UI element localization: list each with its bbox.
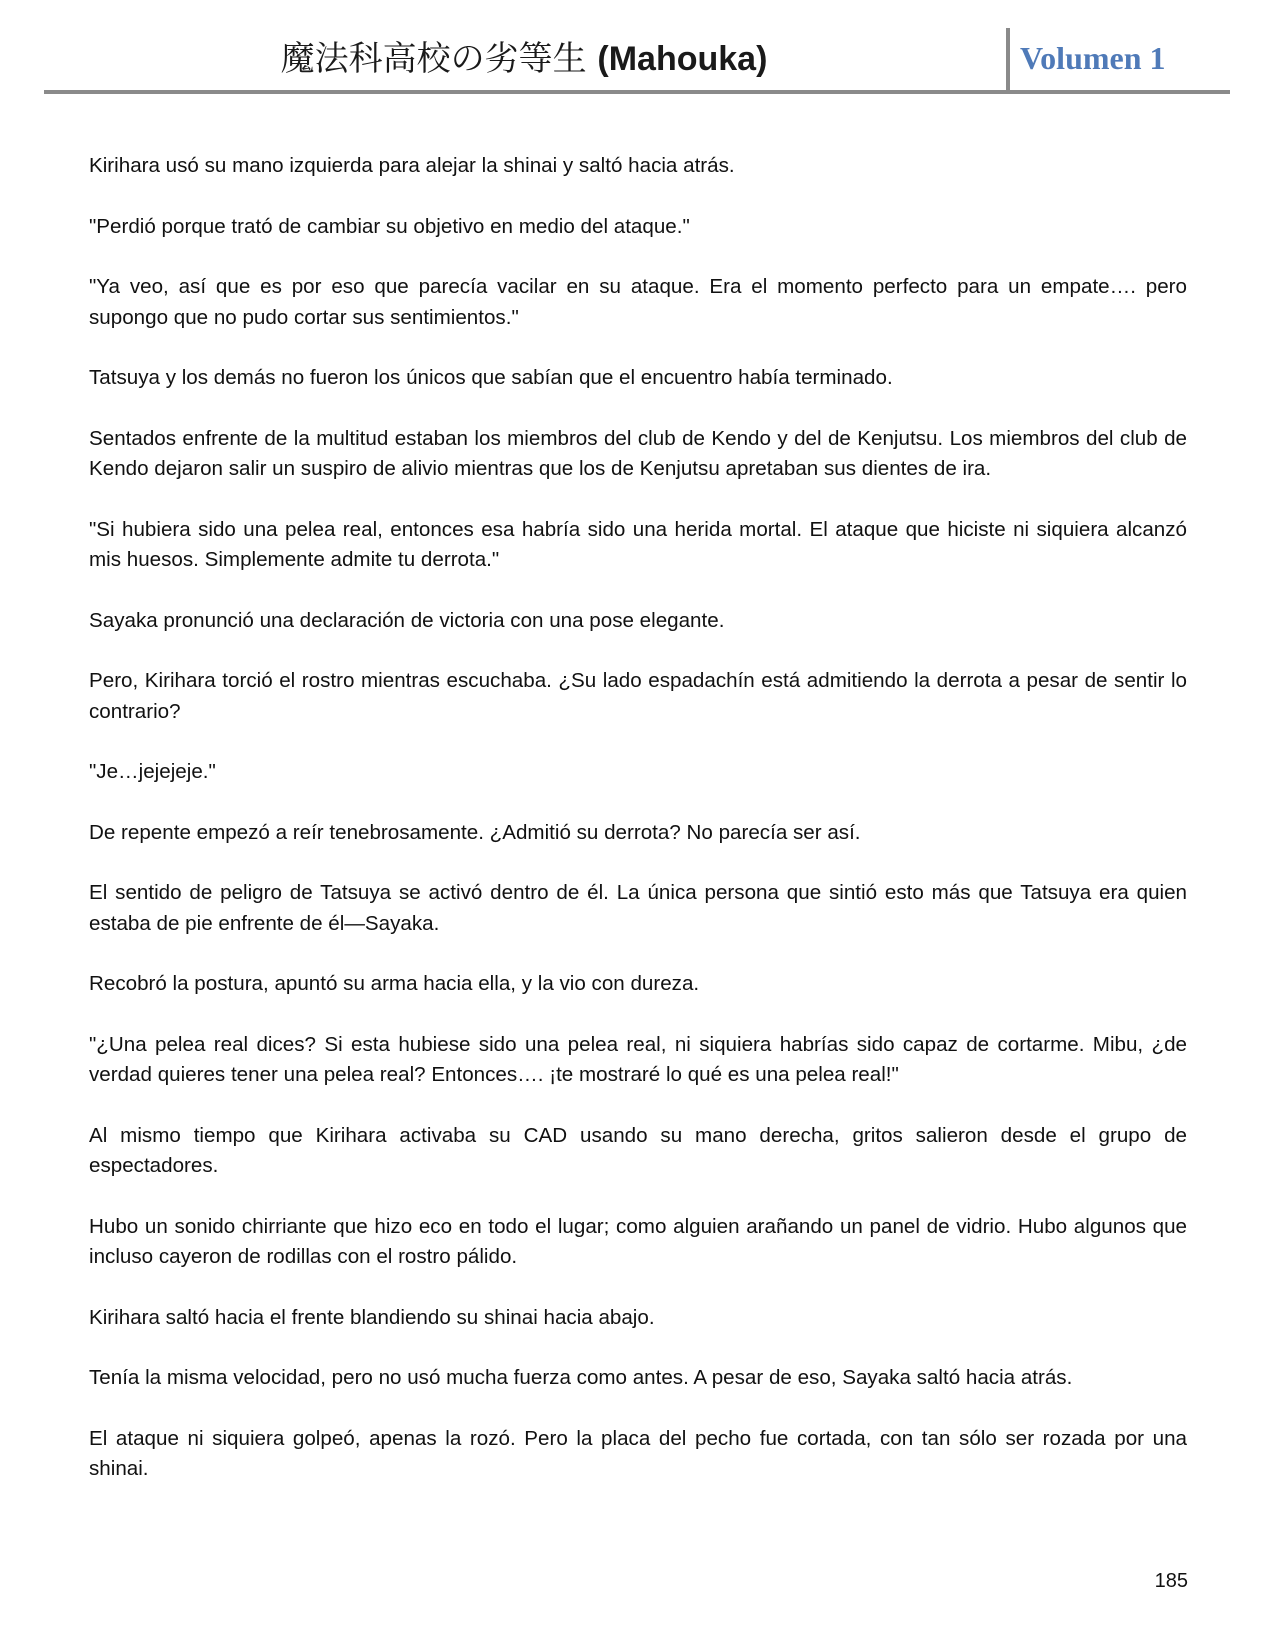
paragraph: Tenía la misma velocidad, pero no usó mucha fuerza como antes. A pesar de eso, Sayaka saltó hacia atrás. <box>89 1366 1073 1389</box>
paragraph: Kirihara usó su mano izquierda para alejar la shinai y saltó hacia atrás. <box>89 154 735 177</box>
book-title-japanese: 魔法科高校の劣等生 <box>280 39 587 79</box>
book-title-romaji: (Mahouka) <box>597 40 768 78</box>
paragraph: "Ya veo, así que es por eso que parecía vacilar en su ataque. Era el momento perfecto para un empate…. pero supongo que no pudo cortar sus sentimientos." <box>89 275 1187 329</box>
header-rule <box>44 90 1230 94</box>
paragraph: El ataque ni siquiera golpeó, apenas la rozó. Pero la placa del pecho fue cortada, con tan sólo ser rozada por una shinai. <box>89 1426 1187 1480</box>
page-header <box>44 28 1230 94</box>
paragraph: Kirihara saltó hacia el frente blandiendo su shinai hacia abajo. <box>89 1305 655 1329</box>
volume-label: Volumen 1 <box>1020 40 1166 76</box>
paragraph: De repente empezó a reír tenebrosamente. ¿Admitió su derrota? No parecía ser así. <box>89 820 861 844</box>
paragraph: El sentido de peligro de Tatsuya se activó dentro de él. La única persona que sintió esto más que Tatsuya era quien estaba de pie enfrente de él—Sayaka. <box>89 881 1187 935</box>
book-title <box>44 36 1004 82</box>
paragraph: Recobró la postura, apuntó su arma hacia ella, y la vio con dureza. <box>89 972 700 995</box>
header-divider <box>1006 28 1010 91</box>
paragraph: Hubo un sonido chirriante que hizo eco en todo el lugar; como alguien arañando un panel de vidrio. Hubo algunos que incluso cayeron de rodillas con el rostro pálido. <box>89 1214 1187 1268</box>
paragraph: "Perdió porque trató de cambiar su objetivo en medio del ataque." <box>89 214 690 238</box>
paragraph: "Je…jejejeje." <box>89 760 216 783</box>
paragraph: Tatsuya y los demás no fueron los únicos que sabían que el encuentro había terminado. <box>89 366 893 389</box>
page-number: 185 <box>1154 1570 1188 1592</box>
paragraph: "¿Una pelea real dices? Si esta hubiese sido una pelea real, ni siquiera habrías sido capaz de cortarme. Mibu, ¿de verdad quieres tener una pelea real? Entonces…. ¡te mostraré lo qué es una pelea real!" <box>89 1032 1187 1086</box>
paragraph: "Si hubiera sido una pelea real, entonces esa habría sido una herida mortal. El ataque que hiciste ni siquiera alcanzó mis huesos. Simplemente admite tu derrota." <box>89 517 1187 571</box>
paragraph: Sentados enfrente de la multitud estaban los miembros del club de Kendo y del de Kenjutsu. Los miembros del club de Kendo dejaron salir un suspiro de alivio mientras que los de Kenjutsu apretaban sus dientes de ira. <box>89 426 1187 480</box>
paragraph: Sayaka pronunció una declaración de victoria con una pose elegante. <box>89 608 725 632</box>
paragraph: Al mismo tiempo que Kirihara activaba su CAD usando su mano derecha, gritos salieron desde el grupo de espectadores. <box>89 1123 1187 1177</box>
page-body <box>89 151 1187 1515</box>
paragraph: Pero, Kirihara torció el rostro mientras escuchaba. ¿Su lado espadachín está admitiendo la derrota a pesar de sentir lo contrario? <box>89 669 1187 723</box>
